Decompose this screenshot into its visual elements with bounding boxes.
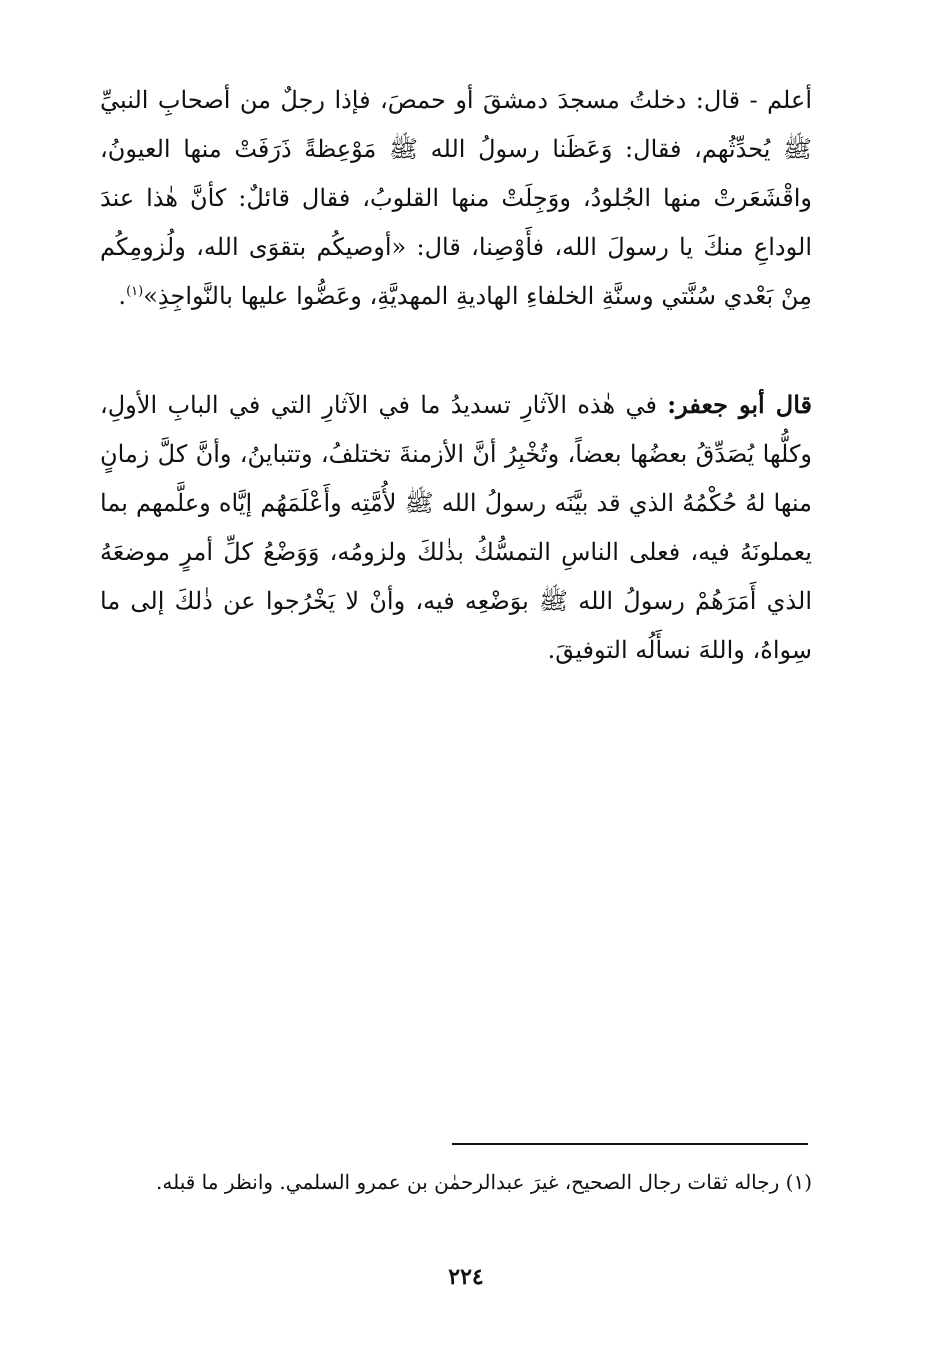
paragraph-1-end: . [118, 282, 127, 310]
paragraph-2-text: في هٰذه الآثارِ تسديدُ ما في الآثارِ التي في البابِ الأولِ، وكلُّها يُصَدِّقُ بعضُها بعضاً، وتُخْبِرُ أنَّ الأزمنةَ تختلفُ، وتتباينُ، وأنَّ كلَّ زمانٍ منها لهُ حُكْمُهُ الذي قد بيَّنَه رسولُ الله ﷺ لأُمَّتِه وأَعْلَمَهُم إيَّاه وعلَّمهم بما يعملونَهُ فيه، فعلى الناسِ التمسُّكُ بذٰلكَ ولزومُه، وَوَضْعُ كلِّ أمرٍ موضعَهُ الذي أَمَرَهُمْ رسولُ الله ﷺ بوَضْعِه فيه، وأنْ لا يَخْرُجوا عن ذٰلكَ إلى ما سِواهُ، واللهَ نسأَلُه التوفيقَ. [100, 391, 812, 664]
paragraph-hadith [100, 76, 812, 321]
paragraph-2-lead: قال أبو جعفر: [667, 390, 812, 419]
paragraph-1-text: أعلم - قال: دخلتُ مسجدَ دمشقَ أو حمصَ، فإذا رجلٌ من أصحابِ النبيِّ ﷺ يُحدِّثُهم، فقال: وَعَظَنا رسولُ الله ﷺ مَوْعِظةً ذَرَفَتْ منها العيونُ، واقْشَعَرتْ منها الجُلودُ، ووَجِلَتْ منها القلوبُ، فقال قائلٌ: كأنَّ هٰذا عندَ الوداعِ منكَ يا رسولَ الله، فأَوْصِنا، قال: «أوصيكُم بتقوَى الله، ولُزومِكُم مِنْ بَعْدي سُنَّتي وسنَّةِ الخلفاءِ الهاديةِ المهديَّةِ، وعَضُّوا عليها بالنَّواجِذِ» [100, 86, 813, 310]
footnote: (١) رجاله ثقات رجال الصحيح، غيرَ عبدالرحمٰن بن عمرو السلمي. وانظر ما قبله. [156, 1170, 812, 1194]
footnote-divider [452, 1143, 808, 1145]
page-number: ٢٢٤ [448, 1264, 484, 1290]
footnote-marker: (١) [126, 284, 144, 299]
paragraph-commentary [100, 380, 812, 675]
